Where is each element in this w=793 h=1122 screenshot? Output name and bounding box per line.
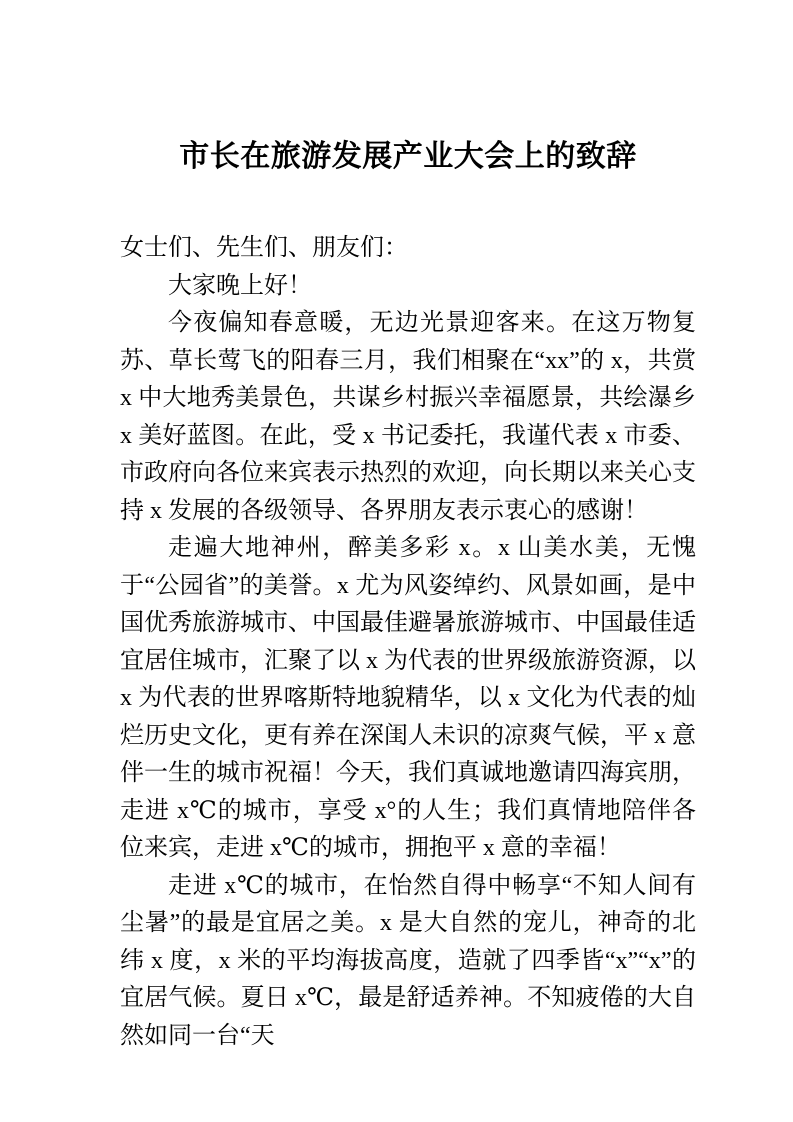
paragraph-city-praise: 走遍大地神州，醉美多彩 x。x 山美水美，无愧于“公园省”的美誉。x 尤为风姿绰约、风景如画，是中国优秀旅游城市、中国最佳避暑旅游城市、中国最佳适宜居住城市，汇聚了以 x 为代表的世界级旅游资源，以 x 为代表的世界喀斯特地貌精华，以 x 文化为代表的灿烂历史文化，更有养在深闺人未识的凉爽气候，平 x 意伴一生的城市祝福！今天，我们真诚地邀请四海宾朋，走进 x℃的城市，享受 x°的人生；我们真情地陪伴各位来宾，走进 x℃的城市，拥抱平 x 意的幸福！ [120,535,696,861]
document-body [120,230,696,1055]
paragraph-welcome: 今夜偏知春意暖，无边光景迎客来。在这万物复苏、草长莺飞的阳春三月，我们相聚在“xx”的 x，共赏 x 中大地秀美景色，共谋乡村振兴幸福愿景，共绘瀑乡 x 美好蓝图。在此，受 x 书记委托，我谨代表 x 市委、市政府向各位来宾表示热烈的欢迎，向长期以来关心支持 x 发展的各级领导、各界朋友表示衷心的感谢！ [120,310,696,524]
document-title: 市长在旅游发展产业大会上的致辞 [179,140,637,173]
paragraph-climate: 走进 x℃的城市，在怡然自得中畅享“不知人间有尘暑”的最是宜居之美。x 是大自然的宠儿，神奇的北纬 x 度，x 米的平均海拔高度，造就了四季皆“x”“x”的宜居气候。夏日 x℃，最是舒适养神。不知疲倦的大自然如同一台“天 [120,872,696,1049]
paragraph-greeting: 大家晚上好！ [168,272,312,299]
salutation-line: 女士们、先生们、朋友们： [120,235,408,261]
